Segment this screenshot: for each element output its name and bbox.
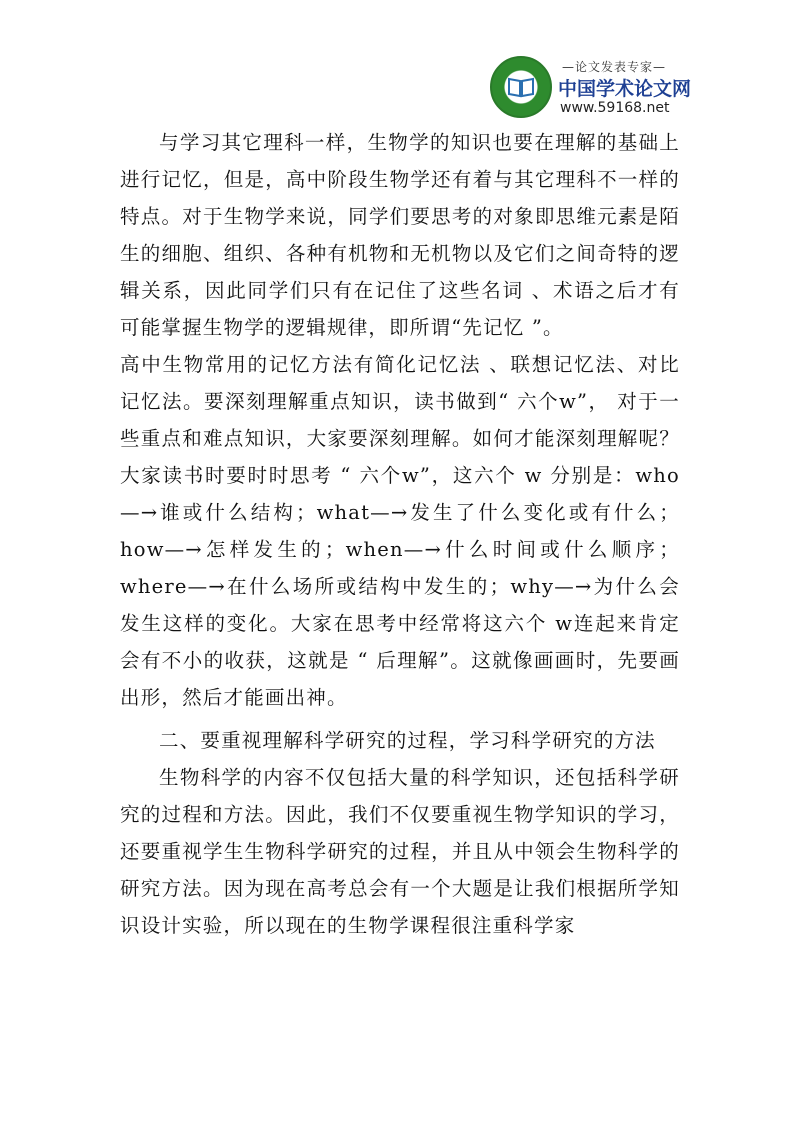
logo-seal-icon xyxy=(490,56,552,118)
logo-tagline: —论文发表专家— xyxy=(562,60,667,74)
book-icon xyxy=(507,76,535,98)
logo-site-name: 中国学术论文网 xyxy=(558,78,692,100)
paragraph: 与学习其它理科一样，生物学的知识也要在理解的基础上进行记忆，但是，高中阶段生物学还有着与其它理科不一样的特点。对于生物学来说，同学们要思考的对象即思维元素是陌生的细胞、组织、各种有机物和无机物以及它们之间奇特的逻辑关系，因此同学们只有在记住了这些名词 、术语之后才有可能掌握生物学的逻辑规律，即所谓“先记忆 ”。 xyxy=(120,131,680,339)
paragraph: 生物科学的内容不仅包括大量的科学知识，还包括科学研究的过程和方法。因此，我们不仅要重视生物学知识的学习，还要重视学生生物科学研究的过程，并且从中领会生物科学的研究方法。因为现在高考总会有一个大题是让我们根据所学知识设计实验，所以现在的生物学课程很注重科学家 xyxy=(120,766,680,937)
site-logo xyxy=(490,56,692,122)
document-body xyxy=(120,124,680,944)
paragraph: 高中生物常用的记忆方法有简化记忆法 、联想记忆法、对比记忆法。要深刻理解重点知识，读书做到“ 六个w”， 对于一些重点和难点知识，大家要深刻理解。如何才能深刻理解呢？大家读书时要时时思考 “ 六个w”，这六个 w 分别是：who—→谁或什么结构；what—→发生了什么变化或有什么；how—→怎样发生的；when—→什么时间或什么顺序；where—→在什么场所或结构中发生的；why—→为什么会发生这样的变化。大家在思考中经常将这六个 w连起来肯定会有不小的收获，这就是 “ 后理解”。这就像画画时，先要画出形，然后才能画出神。 xyxy=(120,353,680,709)
logo-url: www.59168.net xyxy=(560,100,670,116)
section-heading: 二、要重视理解科学研究的过程，学习科学研究的方法 xyxy=(159,729,656,752)
